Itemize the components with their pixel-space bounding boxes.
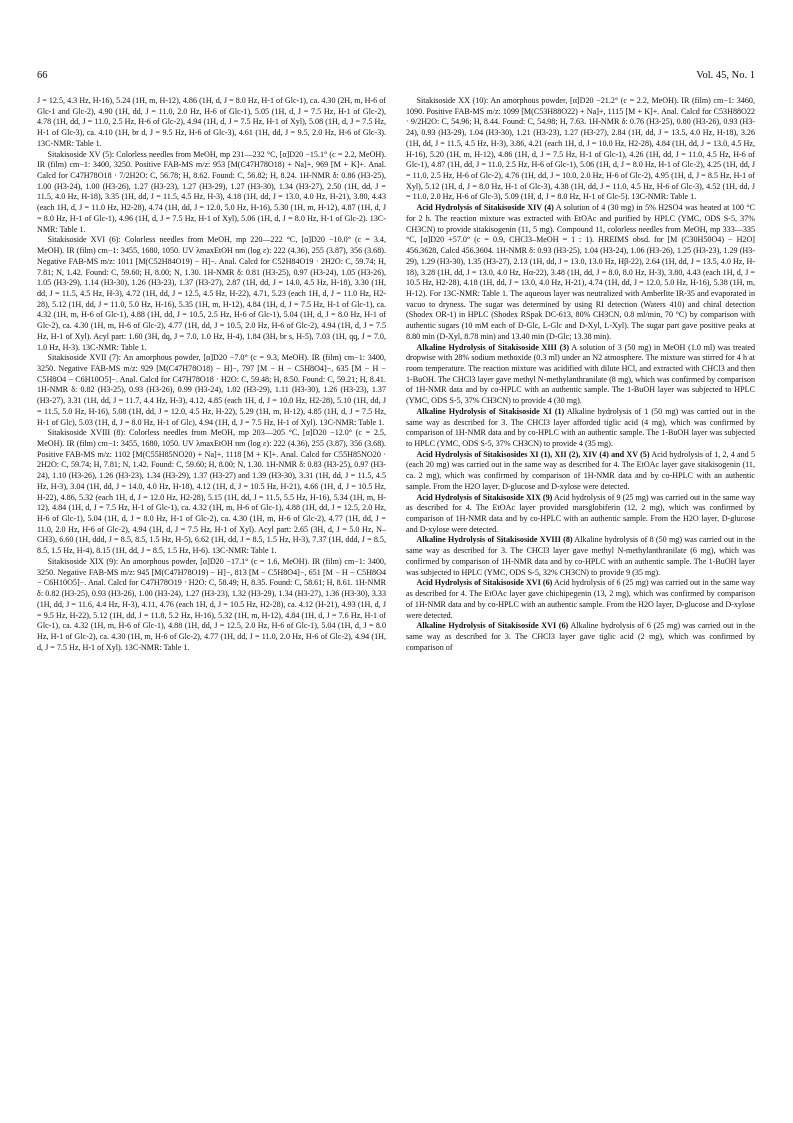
paragraph-text: Acid hydrolysis of 1, 2, 4 and 5 (each 20 mg) was carried out in the same way as described for 4. The EtOAc layer gave sitakisogenin (11, ca. 2 mg), which was confirmed by comparison of 1H-NMR data and by co-HPLC with an authentic sample. From the H2O layer, D-glucose and D-xylose were detected. bbox=[406, 449, 755, 491]
paragraph bbox=[406, 578, 755, 621]
running-header bbox=[37, 70, 755, 84]
section-heading: Alkaline Hydrolysis of Sitakisoside XI (1) bbox=[416, 406, 565, 416]
paragraph bbox=[406, 493, 755, 536]
paragraph bbox=[406, 450, 755, 493]
section-heading: Acid Hydrolysis of Sitakisosides XI (1), XII (2), XIV (4) and XV (5) bbox=[416, 449, 650, 459]
paragraph: Sitakisoside XVII (7): An amorphous powder, [α]D20 −7.0° (c = 9.3, MeOH). IR (film) cm−1: 3400, 3250. Negative FAB-MS m/z: 929 [M(C47H78O18) − H]−, 797 [M − H − C5H8O4]−, 635 [M − H − C5H8O4 − C6H10O5]−. Anal. Calcd for C47H78O18 · H2O: C, 59.48; H, 8.50. Found: C, 59.21; H, 8.41. 1H-NMR δ: 0.82 (H3-25), 0.93 (H3-26), 0.99 (H3-24), 1.02 (H3-29), 1.11 (H3-30), 1.26 (H3-23), 1.37 (H3-27), 3.31 (1H, dd, J = 11.7, 4.4 Hz, H-3), 4.12, 4.85 (each 1H, d, J = 10.0 Hz, H2-28), 5.10 (1H, dd, J = 11.5, 5.0 Hz, H-16), 5.08 (1H, dd, J = 12.0, 4.5 Hz, H-22), 5.29 (1H, m, H-12), 4.85 (1H, d, J = 7.5 Hz, H-1 of Glc), 5.03 (1H, d, J = 8.0 Hz, H-1 of Glc), 4.94 (1H, d, J = 7.5 Hz, H-1 of Xyl). 13C-NMR: Table 1. bbox=[37, 353, 386, 427]
volume-issue: Vol. 45, No. 1 bbox=[696, 70, 755, 81]
right-column bbox=[406, 96, 755, 1096]
paragraph-text: A solution of 4 (30 mg) in 5% H2SO4 was heated at 100 °C for 2 h. The reaction mixture was extracted with EtOAc and purified by HPLC (YMC, ODS S-5, 37% CH3CN) to provide sitakisogenin (11, 5 mg). Compound 11, colorless needles from MeOH, mp 333—335 °C, [α]D20 +57.0° (c = 0.9, CHCl3–MeOH = 1 : 1). HREIMS obsd. for [M (C30H50O4) − H2O] 456.3628, Calcd 456.3604. 1H-NMR δ: 0.93 (H3-25), 1.04 (H3-24), 1.06 (H3-26), 1.25 (H3-23), 1.29 (H3-29), 1.29 (H3-30), 1.35 (H3-27), 2.13 (1H, dd, J = 13.0, 13.0 Hz, Hβ-22), 2.64 (1H, dd, J = 13.5, 4.0 Hz, H-18), 3.28 (1H, dd, J = 13.0, 4.0 Hz, Hα-22), 3.48 (1H, dd, J = 8.0, 8.0 Hz, H-3), 3.80, 4.43 (each 1H, d, J = 10.5 Hz, H2-28), 4.18 (1H, dd, J = 13.0, 4.0 Hz, H-21), 4.74 (1H, dd, J = 12.0, 5.0 Hz, H-16), 5.38 (1H, m, H-12). For 13C-NMR: Table 1. The aqueous layer was neutralized with Amberlite IR-35 and evaporated in vacuo to dryness. The sugar was determined by using RI detection (Waters 410) and chiral detection (Shodex OR-1) in HPLC (Shodex RSpak DC-613, 80% CH3CN, 0.8 ml/min, 70 °C) by comparison with authentic sugars (10 mM each of D-Glc, L-Glc and D-Xyl, L-Xyl). The sugar part gave positive peaks at 8.80 min (D-Xyl, 8.78 min) and 13.40 min (D-Glc; 13.38 min). bbox=[406, 203, 755, 341]
paragraph bbox=[406, 343, 755, 407]
paragraph-text: Acid hydrolysis of 6 (25 mg) was carried out in the same way as described for 4. The EtOAc layer gave chichipegenin (13, 2 mg), which was confirmed by comparison of 1H-NMR data and by co-HPLC with an authentic sample. From the H2O layer, D-glucose and D-xylose were detected. bbox=[406, 578, 755, 620]
paragraph: Sitakisoside XVI (6): Colorless needles from MeOH, mp 220—222 °C, [α]D20 −10.0° (c = 3.4, MeOH). IR (film) cm−1: 3455, 1680, 1050. UV λmaxEtOH nm (log ε): 222 (4.36), 255 (3.87), 356 (3.68). Negative FAB-MS m/z: 1011 [M(C52H84O19) − H]−. Anal. Calcd for C52H84O19 · 2H2O: C, 59.74; H, 7.81; N, 1.42. Found: C, 59.60; H, 8.00; N, 1.30. 1H-NMR δ: 0.81 (H3-25), 0.97 (H3-24), 1.05 (H3-26), 1.05 (H3-29), 1.14 (H3-30), 1.26 (H3-23), 1.37 (H3-27), 2.87 (1H, dd, J = 14.0, 4.5 Hz, H-18), 3.30 (1H, dd, J = 11.5, 4.5 Hz, H-3), 4.72 (1H, dd, J = 12.5, 4.5 Hz, H-22), 4.71, 5.23 (each 1H, d, J = 11.0 Hz, H2-28), 5.12 (1H, dd, J = 11.0, 5.0 Hz, H-16), 5.35 (1H, m, H-12), 4.84 (1H, d, J = 7.5 Hz, H-1 of Glc-1), ca. 4.32 (1H, m, H-6 of Glc-1), 4.88 (1H, dd, J = 10.5, 2.5 Hz, H-6 of Glc-1), 5.04 (1H, d, J = 8.0 Hz, H-1 of Glc-2), ca. 4.30 (1H, m, H-6 of Glc-2), 4.77 (1H, dd, J = 10.5, 2.0 Hz, H-6 of Glc-2), 4.94 (1H, d, J = 7.5 Hz, H-1 of Xyl). Acyl part: 1.60 (3H, dq, J = 7.0, 1.0 Hz, H-4), 1.84 (3H, br s, H-5), 7.03 (1H, qq, J = 7.0, 1.0 Hz, H-3). 13C-NMR: Table 1. bbox=[37, 235, 386, 352]
left-column bbox=[37, 96, 386, 1096]
paragraph: Sitakisoside XIX (9): An amorphous powder, [α]D20 −17.1° (c = 1.6, MeOH). IR (film) cm−1: 3400, 3250. Negative FAB-MS m/z: 945 [M(C47H78O19) − H]−, 813 [M − C5H8O4]−, 651 [M − H − C5H8O4 − C6H10O5]−. Anal. Calcd for C47H78O19 · H2O: C, 58.49; H, 8.35. Found: C, 58.61; H, 8.61. 1H-NMR δ: 0.82 (H3-25), 0.93 (H3-26), 1.00 (H3-24), 1.27 (H3-23), 1.32 (H3-29), 1.34 (H3-27), 1.36 (H3-30), 3.33 (1H, dd, J = 11.6, 4.4 Hz, H-3), 4.11, 4.76 (each 1H, d, J = 10.5 Hz, H2-28), ca. 4.12 (H-21), 4.93 (1H, d, J = 9.5 Hz, H-22), 5.12 (1H, dd, J = 11.8, 5.2 Hz, H-16), 5.32 (1H, m, H-12), 4.84 (1H, d, J = 7.6 Hz, H-1 of Glc-1), ca. 4.32 (1H, m, H-6 of Glc-1), 4.88 (1H, dd, J = 12.5, 2.0 Hz, H-6 of Glc-1), 5.04 (1H, d, J = 8.0 Hz, H-1 of Glc-2), ca. 4.30 (1H, m, H-6 of Glc-2), 4.77 (1H, dd, J = 11.0, 2.0 Hz, H-6 of Glc-2), 4.94 (1H, d, J = 7.5 Hz, H-1 of Xyl). 13C-NMR: Table 1. bbox=[37, 556, 386, 652]
paragraph bbox=[406, 535, 755, 578]
paragraph-text: Acid hydrolysis of 9 (25 mg) was carried out in the same way as described for 4. The EtOAc layer provided marsglobiferin (12, 2 mg), which was confirmed by comparison of 1H-NMR data and by co-HPLC with an authentic sample. From the H2O layer, D-glucose and D-xylose were detected. bbox=[406, 492, 755, 534]
section-heading: Acid Hydrolysis of Sitakisoside XIX (9) bbox=[416, 492, 553, 502]
paragraph bbox=[406, 621, 755, 653]
section-heading: Acid Hydrolysis of Sitakisoside XVI (6) bbox=[416, 578, 553, 588]
paragraph: J = 12.5, 4.3 Hz, H-16), 5.24 (1H, m, H-12), 4.86 (1H, d, J = 8.0 Hz, H-1 of Glc-1), ca. 4.30 (2H, m, H-6 of Glc-1 and Glc-2), 4.90 (1H, dd, J = 11.0, 2.0 Hz, H-6 of Glc-1), 5.05 (1H, d, J = 7.5 Hz, H-1 of Glc-2), 4.78 (1H, dd, J = 11.0, 2.5 Hz, H-6 of Glc-2), 4.94 (1H, d, J = 7.5 Hz, H-1 of Xyl), 5.08 (1H, d, J = 7.5 Hz, H-1 of Glc-3), ca. 4.10 (1H, br d, J = 9.5 Hz, H-6 of Glc-3), 4.61 (1H, dd, J = 9.5, 2.0 Hz, H-6 of Glc-3). 13C-NMR: Table 1. bbox=[37, 96, 386, 148]
paragraph-text: Alkaline hydrolysis of 1 (50 mg) was carried out in the same way as described for 3. The CHCl3 layer afforded tiglic acid (4 mg), which was confirmed by comparison of 1H-NMR data and by co-HPLC with an authentic sample. The 1-BuOH layer was subjected to HPLC (YMC, ODS S-5, 37% CH3CN) to provide 4 (35 mg). bbox=[406, 406, 755, 448]
page-number: 66 bbox=[37, 70, 48, 81]
paragraph-text: Sitakisoside XX (10): An amorphous powder, [α]D20 −21.2° (c = 2.2, MeOH). IR (film) cm−1: 3460, 1090. Positive FAB-MS m/z: 1099 [M(C53H88O22) + Na]+, 1115 [M + K]+. Anal. Calcd for C53H88O22 · 9/2H2O: C, 54.96; H, 8.44. Found: C, 54.98; H, 7.63. 1H-NMR δ: 0.76 (H3-25), 0.80 (H3-26), 0.93 (H3-24), 0.93 (H3-29), 1.04 (H3-30), 1.21 (H3-23), 1.27 (H3-27), 2.84 (1H, dd, J = 13.5, 4.0 Hz, H-18), 3.26 (1H, dd, J = 11.5, 4.5 Hz, H-3), 3.86, 4.21 (each 1H, d, J = 10.0 Hz, H2-28), 4.84 (1H, dd, J = 13.0, 4.5 Hz, H-16), 5.20 (1H, m, H-12), 4.86 (1H, d, J = 7.5 Hz, H-1 of Glc-1), 4.26 (1H, dd, J = 11.0, 4.5 Hz, H-6 of Glc-1), 4.87 (1H, dd, J = 11.0, 2.5 Hz, H-6 of Glc-1), 5.06 (1H, d, J = 8.0 Hz, H-1 of Glc-2), 4.25 (1H, dd, J = 11.0, 2.5 Hz, H-6 of Glc-2), 4.76 (1H, dd, J = 10.0, 2.0 Hz, H-6 of Glc-2), 4.95 (1H, d, J = 8.5 Hz, H-1 of Xyl), 5.12 (1H, d, J = 8.0 Hz, H-1 of Glc-3), 4.38 (1H, dd, J = 11.0, 4.5 Hz, H-6 of Glc-3), 4.52 (1H, dd, J = 11.0, 2.0 Hz, H-6 of Glc-3), 5.09 (1H, d, J = 8.0 Hz, H-1 of Glc-5). 13C-NMR: Table 1. bbox=[406, 96, 755, 202]
section-heading: Alkaline Hydrolysis of Sitakisoside XVI (6) bbox=[416, 621, 569, 631]
paragraph-text: A solution of 3 (50 mg) in MeOH (1.0 ml) was treated dropwise with 28% sodium methoxide (0.3 ml) under an N2 atmosphere. The mixture was stirred for 4 h at room temperature. The reaction mixture was acidified with dilute HCl, and extracted with CHCl3 and then 1-BuOH. The CHCl3 layer gave methyl N-methylanthranilate (8 mg), which was confirmed by comparison of 1H-NMR data and by co-HPLC with an authentic sample. The 1-BuOH layer was subjected to HPLC (YMC, ODS S-5, 37% CH3CN) to provide 4 (30 mg). bbox=[406, 342, 755, 406]
paragraph-text: Alkaline hydrolysis of 8 (50 mg) was carried out in the same way as described for 3. The CHCl3 layer gave methyl N-methylanthranilate (6 mg), which was confirmed by comparison of 1H-NMR data and by co-HPLC with an authentic sample. The 1-BuOH layer was subjected to HPLC (YMC, ODS S-5, 32% CH3CN) to provide 9 (35 mg). bbox=[406, 535, 755, 577]
paragraph bbox=[406, 96, 755, 203]
paragraph: Sitakisoside XV (5): Colorless needles from MeOH, mp 231—232 °C, [α]D20 −15.1° (c = 2.2, MeOH). IR (film) cm−1: 3400, 3250. Positive FAB-MS m/z: 953 [M(C47H78O18) + Na]+, 969 [M + K]+. Anal. Calcd for C47H78O18 · 7/2H2O: C, 56.78; H, 8.62. Found: C, 56.82; H, 8.24. 1H-NMR δ: 0.86 (H3-25), 1.00 (H3-24), 1.00 (H3-26), 1.27 (H3-23), 1.27 (H3-29), 1.27 (H3-30), 1.34 (H3-27), 2.50 (1H, dd, J = 11.5, 4.0 Hz, H-18), 3.35 (1H, dd, J = 11.5, 4.5 Hz, H-3), 4.18 (1H, dd, J = 13.0, 4.0 Hz, H-21), 3.80, 4.43 (each 1H, d, J = 11.0 Hz, H2-28), 4.74 (1H, dd, J = 12.0, 5.0 Hz, H-16), 5.30 (1H, m, H-12), 4.87 (1H, d, J = 8.0 Hz, H-1 of Glc-1), 4.96 (1H, d, J = 7.5 Hz, H-1 of Xyl), 5.06 (1H, d, J = 8.0 Hz, H-1 of Glc-2). 13C-NMR: Table 1. bbox=[37, 149, 386, 234]
paragraph-text: Alkaline hydrolysis of 6 (25 mg) was carried out in the same way as described for 3. The CHCl3 layer gave tiglic acid (2 mg), which was confirmed by comparison of bbox=[406, 621, 755, 652]
section-heading: Acid Hydrolysis of Sitakisoside XIV (4) bbox=[416, 203, 554, 213]
section-heading: Alkaline Hydrolysis of Sitakisoside XIII (3) bbox=[416, 342, 570, 352]
section-heading: Alkaline Hydrolysis of Sitakisoside XVIII (8) bbox=[416, 535, 573, 545]
paragraph: Sitakisoside XVIII (8): Colorless needles from MeOH, mp 203—205 °C, [α]D20 −12.0° (c = 2.5, MeOH). IR (film) cm−1: 3455, 1680, 1050. UV λmaxEtOH nm (log ε): 222 (4.36), 255 (3.87), 356 (3.68). Positive FAB-MS m/z: 1102 [M(C55H85NO20) + Na]+, 1118 [M + K]+. Anal. Calcd for C55H85NO20 · 2H2O: C, 59.74; H, 7.81; N, 1.42. Found: C, 59.60; H, 8.00; N, 1.30. 1H-NMR δ: 0.83 (H3-25), 0.97 (H3-24), 1.10 (H3-26), 1.26 (H3-23), 1.34 (H3-29), 1.37 (H3-27) and 1.39 (H3-30), 3.31 (1H, dd, J = 11.5, 4.5 Hz, H-3), 3.04 (1H, dd, J = 14.0, 4.0 Hz, H-18), 4.12 (1H, d, J = 10.5 Hz, H-21), 4.66 (1H, d, J = 10.5 Hz, H-22), 4.86, 5.32 (each 1H, d, J = 12.0 Hz, H2-28), 5.15 (1H, dd, J = 11.5, 5.5 Hz, H-16), 5.34 (1H, m, H-12), 4.84 (1H, d, J = 7.5 Hz, H-1 of Glc-1), ca. 4.32 (1H, m, H-6 of Glc-1), 4.88 (1H, dd, J = 12.5, 2.0 Hz, H-6 of Glc-1), 5.04 (1H, d, J = 8.0 Hz, H-1 of Glc-2), ca. 4.30 (1H, m, H-6 of Glc-2), 4.77 (1H, dd, J = 11.0, 2.0 Hz, H-6 of Glc-2), 4.94 (1H, d, J = 7.5 Hz, H-1 of Xyl). Acyl part: 2.65 (3H, d, J = 5.0 Hz, N–CH3), 6.60 (1H, ddd, J = 8.5, 8.5, 1.5 Hz, H-5), 6.62 (1H, dd, J = 8.5, 1.5 Hz, H-3), 7.37 (1H, ddd, J = 8.5, 8.5, 1.5 Hz, H-4), 8.15 (1H, dd, J = 8.5, 1.5 Hz, H-6). 13C-NMR: Table 1. bbox=[37, 428, 386, 556]
paragraph bbox=[406, 407, 755, 450]
paragraph bbox=[406, 203, 755, 342]
